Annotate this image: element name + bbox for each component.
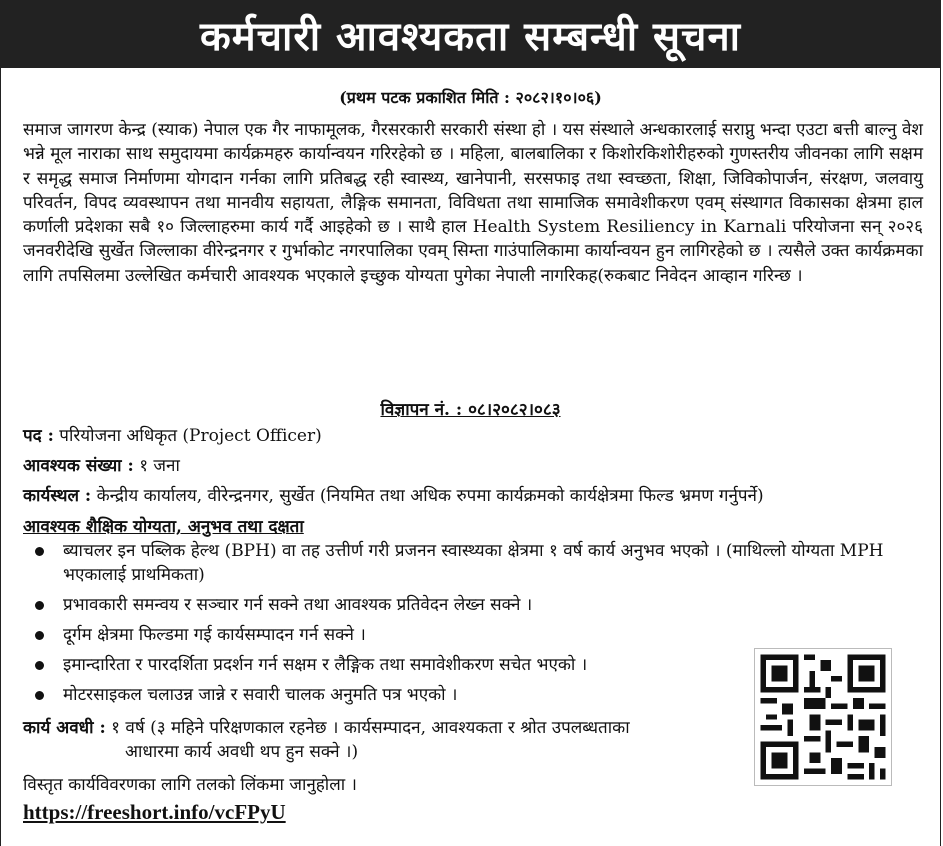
- list-item-text: दूर्गम क्षेत्रमा फिल्डमा गई कार्यसम्पादन गर्न सक्ने ।: [63, 625, 366, 645]
- publication-date: (प्रथम पटक प्रकाशित मिति : २०८२।१०।०६): [339, 88, 602, 107]
- list-item-text: ब्याचलर इन पब्लिक हेल्थ (BPH) वा तह उत्तीर्ण गरी प्रजनन स्वास्थ्यका क्षेत्रमा १ वर्ष कार्य अनुभव भएको । (माथिल्लो योग्यता MPH भएकालाई प्राथमिकता): [63, 541, 884, 585]
- list-item: [31, 623, 901, 647]
- duration-value-line2: आधारमा कार्य अवधी थप हुन सक्ने ।): [125, 742, 359, 762]
- count-row: [23, 454, 923, 478]
- list-item-text: प्रभावकारी समन्वय र सञ्चार गर्न सक्ने तथा आवश्यक प्रतिवेदन लेख्न सक्ने ।: [63, 595, 533, 615]
- list-item-text: मोटरसाइकल चलाउन्न जान्ने र सवारी चालक अनुमति पत्र भएको ।: [63, 685, 458, 705]
- bullet-icon: [35, 601, 44, 610]
- bullet-icon: [35, 547, 44, 556]
- duration-row: [23, 716, 743, 764]
- intro-paragraph: समाज जागरण केन्द्र (स्याक) नेपाल एक गैर नाफामूलक, गैरसरकारी सरकारी संस्था हो । यस संस्थाले अन्धकारलाई सराप्नु भन्दा एउटा बत्ती बाल्नु वेश भन्ने मूल नाराका साथ समुदायमा कार्यक्रमहरु कार्यान्वयन गरिरहेको छ । महिला, बालबालिका र किशोरकिशोरीहरुको गुणस्तरीय जीवनका लागि सक्षम र समृद्ध समाज निर्माणमा योगदान गर्नका लागि प्रतिबद्ध रही स्वास्थ्य, खानेपानी, सरसफाइ तथा स्वच्छता, शिक्षा, जिविकोपार्जन, संरक्षण, जलवायु परिवर्तन, विपद व्यवस्थापन तथा मानवीय सहायता, लैङ्गिक समानता, विविधता तथा सामाजिक समावेशीकरण एवम् संस्थागत विकासका क्षेत्रमा हाल कर्णाली प्रदेशका सबै १० जिल्लाहरुमा कार्य गर्दै आइहेको छ । साथै हाल Health System Resiliency in Karnali परियोजना सन् २०२६ जनवरीदेखि सुर्खेत जिल्लाका वीरेन्द्रनगर र गुर्भाकोट नगरपालिका एवम् सिम्ता गाउंपालिकामा कार्यान्वयन हुन लागिरहेको छ । त्यसैले उक्त कार्यक्रमका लागि तपसिलमा उल्लेखित कर्मचारी आवश्यक भएकाले इच्छुक योग्यता पुगेका नेपाली नागरिकह(रुकबाट निवेदन आव्हान गरिन्छ ।: [23, 120, 923, 286]
- title-banner: [1, 0, 940, 68]
- bullet-icon: [35, 661, 44, 670]
- qr-code-icon: [754, 648, 892, 786]
- position-value: परियोजना अधिकृत (Project Officer): [59, 426, 322, 446]
- page-title: कर्मचारी आवश्यकता सम्बन्धी सूचना: [199, 13, 742, 60]
- bullet-icon: [35, 691, 44, 700]
- list-item-text: इमान्दारिता र पारदर्शिता प्रदर्शन गर्न सक्षम र लैङ्गिक तथा समावेशीकरण सचेत भएको ।: [63, 655, 588, 675]
- location-value: केन्द्रीय कार्यालय, वीरेन्द्रनगर, सुर्खेत (नियमित तथा अधिक रुपमा कार्यक्रमको कार्यक्षेत्रमा फिल्ड भ्रमण गर्नुपर्ने): [96, 486, 764, 506]
- location-row: [23, 484, 923, 508]
- count-value: १ जना: [139, 456, 180, 476]
- bullet-icon: [35, 631, 44, 640]
- vacancy-number-text: विज्ञापन नं. : ०८।२०८२।०८३: [380, 400, 561, 420]
- qualifications-heading: आवश्यक शैक्षिक योग्यता, अनुभव तथा दक्षता: [23, 517, 304, 537]
- count-label: आवश्यक संख्या :: [23, 456, 134, 476]
- list-item: [31, 593, 901, 617]
- position-label: पद :: [23, 426, 54, 446]
- location-label: कार्यस्थल :: [23, 486, 92, 506]
- list-item: [31, 683, 743, 707]
- duration-label: कार्य अवधी :: [23, 718, 106, 738]
- vacancy-number: [1, 397, 940, 420]
- list-item: [31, 653, 743, 677]
- duration-value-line1: १ वर्ष (३ महिने परिक्षणकाल रहनेछ । कार्यसम्पादन, आवश्यकता र श्रोत उपलब्धताका: [111, 718, 630, 738]
- details-text: विस्तृत कार्यविवरणका लागि तलको लिंकमा जानुहोला ।: [23, 775, 357, 795]
- position-row: [23, 424, 923, 448]
- list-item: [31, 539, 901, 587]
- details-link[interactable]: https://freeshort.info/vcFPyU: [23, 800, 286, 824]
